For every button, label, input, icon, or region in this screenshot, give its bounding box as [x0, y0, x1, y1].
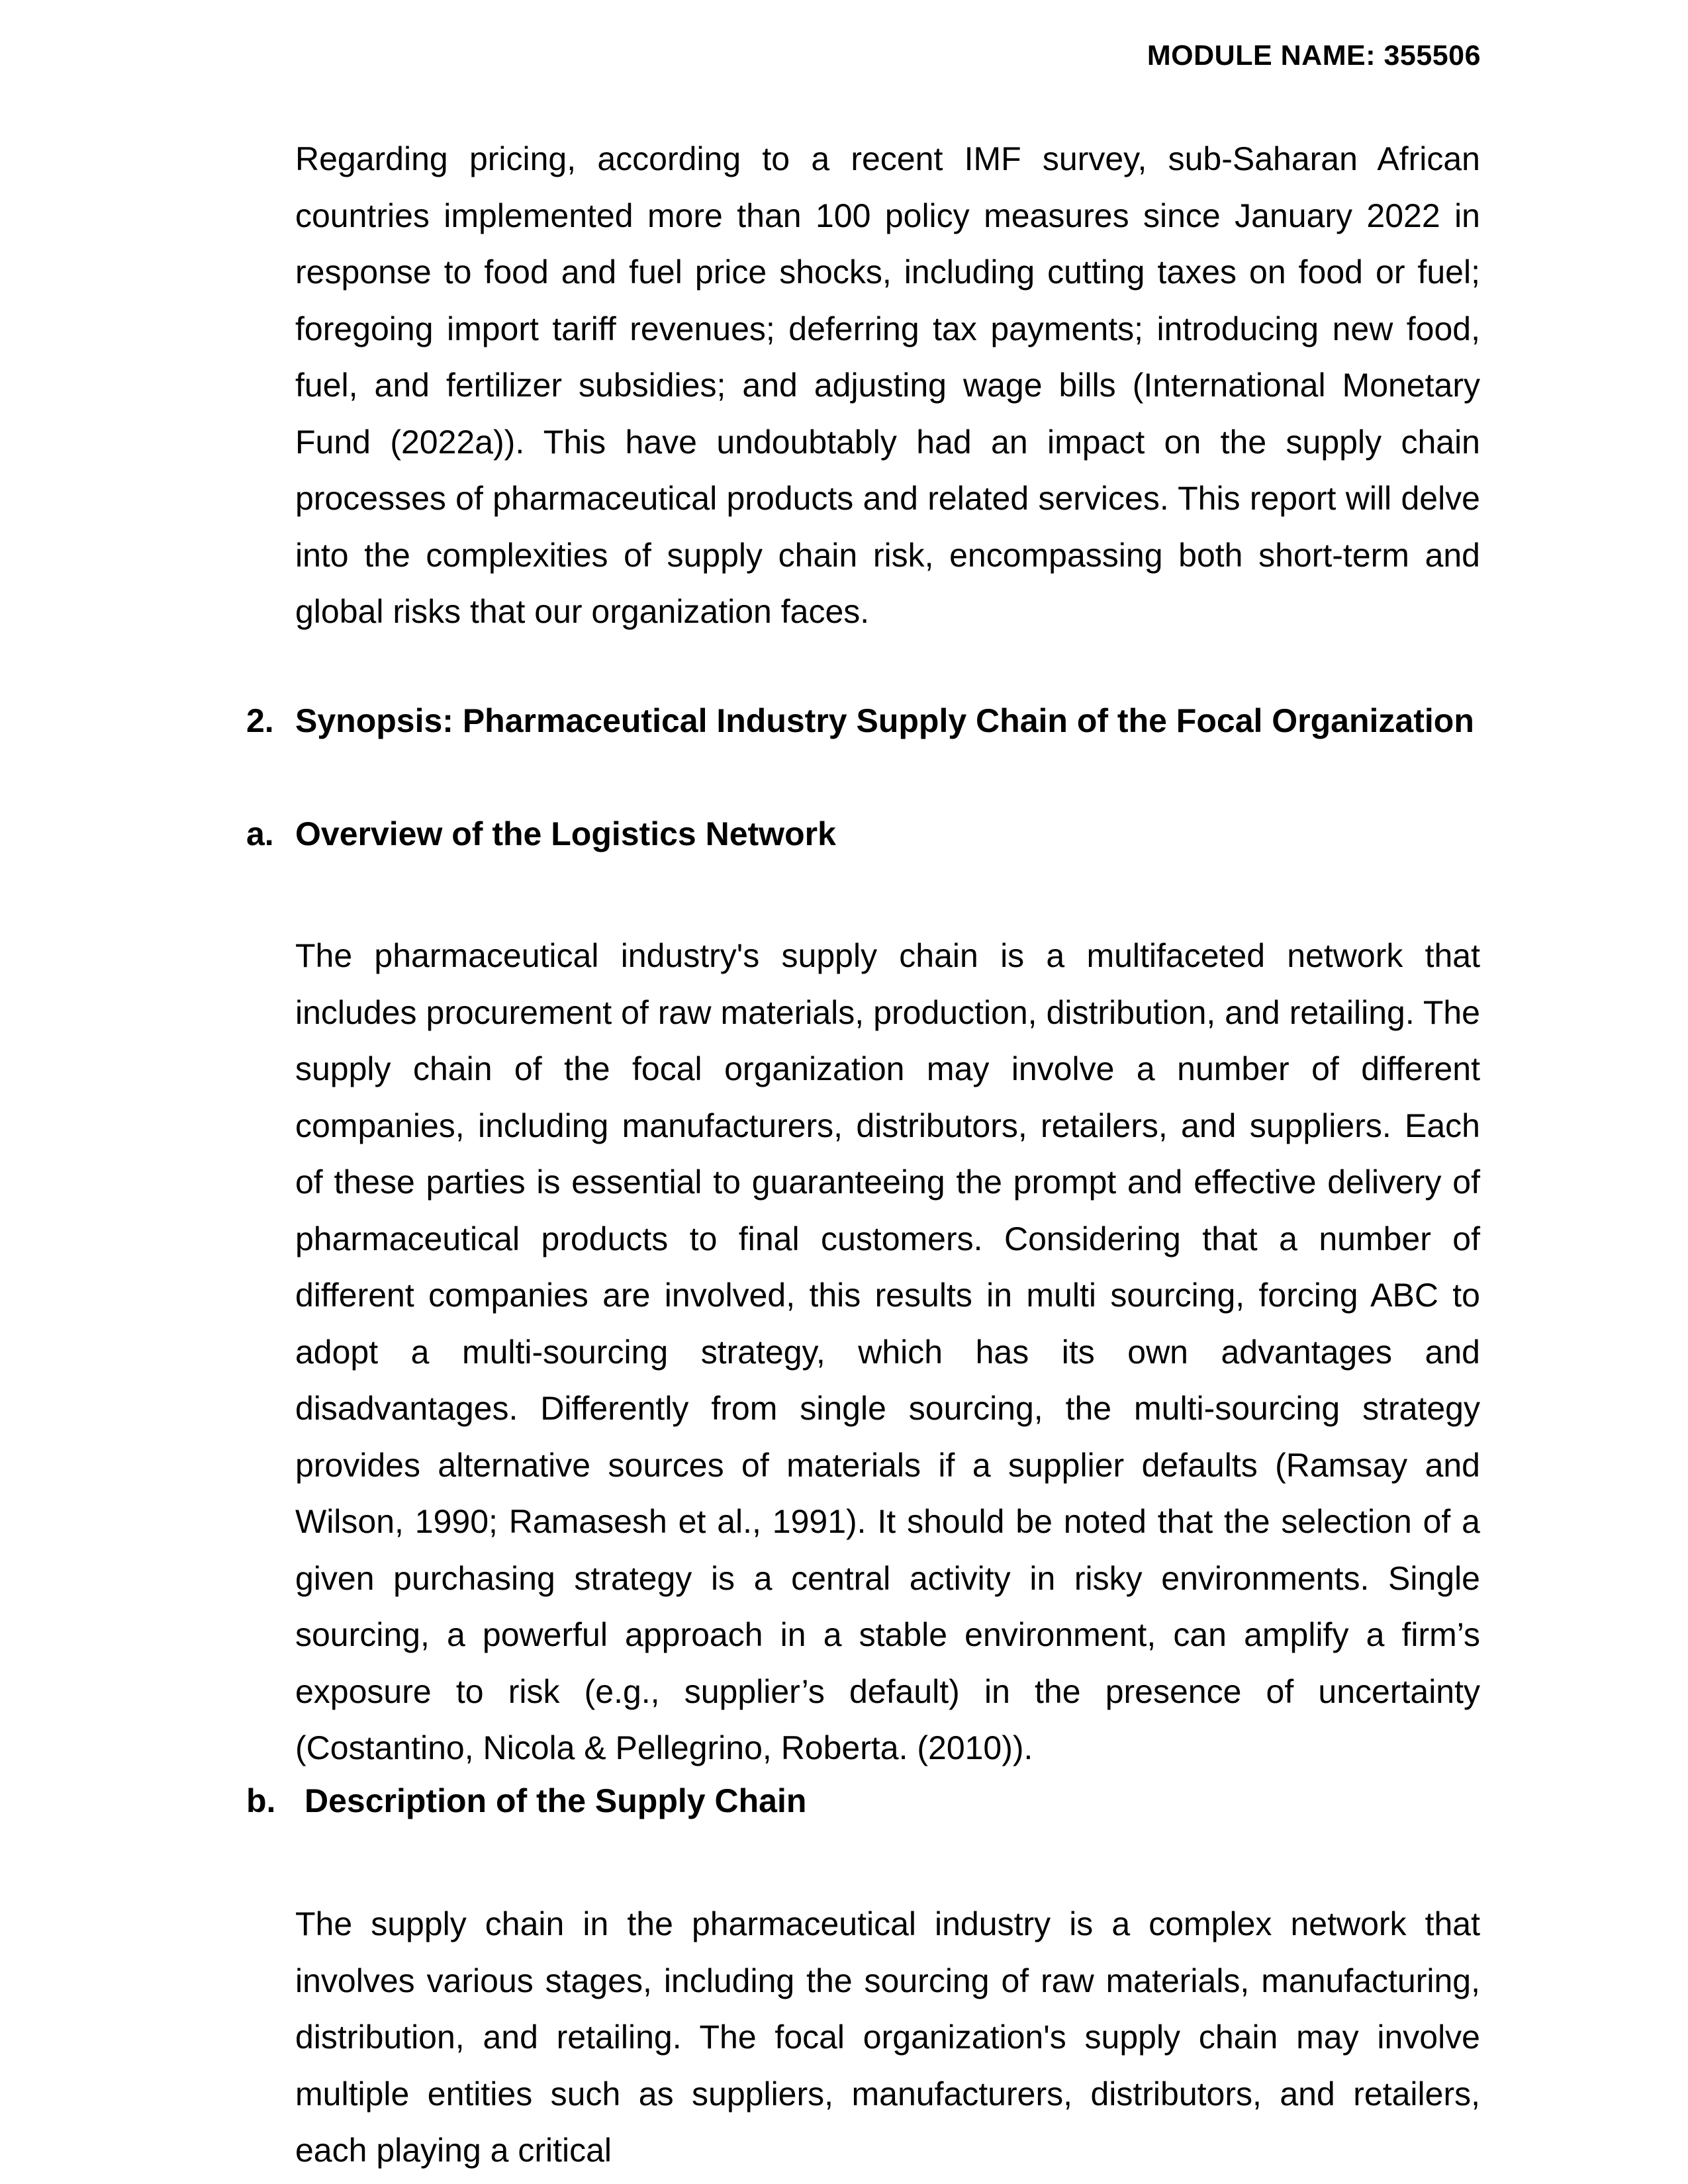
- section-b-paragraph: The supply chain in the pharmaceutical industry is a complex network that involves various stages, including the sourcing of raw materials, manufacturing, distribution, and retailing. The focal organization's supply chain may involve multiple entities such as suppliers, manufacturers, distributors, and retailers, each playing a critical: [295, 1905, 1480, 2169]
- section-b-title: Description of the Supply Chain: [305, 1782, 807, 1819]
- section-a-title: Overview of the Logistics Network: [295, 815, 836, 852]
- section-a-heading: [246, 815, 836, 853]
- section-b-number: b.: [246, 1782, 276, 1819]
- section-2-title: Synopsis: Pharmaceutical Industry Supply Chain of the Focal Organization: [295, 702, 1474, 739]
- section-2-number: 2.: [246, 702, 274, 739]
- section-2-heading: [246, 702, 1474, 740]
- section-a-paragraph: The pharmaceutical industry's supply chain is a multifaceted network that includes procurement of raw materials, production, distribution, and retailing. The supply chain of the focal organization may involve a number of different companies, including manufacturers, distributors, retailers, and suppliers. Each of these parties is essential to guaranteeing the prompt and effective delivery of pharmaceutical products to final customers. Considering that a number of different companies are involved, this results in multi sourcing, forcing ABC to adopt a multi-sourcing strategy, which has its own advantages and disadvantages. Differently from single sourcing, the multi-sourcing strategy provides alternative sources of materials if a supplier defaults (Ramsay and Wilson, 1990; Ramasesh et al., 1991). It should be noted that the selection of a given purchasing strategy is a central activity in risky environments. Single sourcing, a powerful approach in a stable environment, can amplify a firm’s exposure to risk (e.g., supplier’s default) in the presence of uncertainty (Costantino, Nicola & Pellegrino, Roberta. (2010)).: [295, 937, 1480, 1766]
- module-name-header: MODULE NAME: 355506: [1147, 40, 1481, 71]
- section-a-number: a.: [246, 815, 274, 852]
- intro-paragraph: Regarding pricing, according to a recent IMF survey, sub-Saharan African countries implemented more than 100 policy measures since January 2022 in response to food and fuel price shocks, including cutting taxes on food or fuel; foregoing import tariff revenues; deferring tax payments; introducing new food, fuel, and fertilizer subsidies; and adjusting wage bills (International Monetary Fund (2022a)). This have undoubtably had an impact on the supply chain processes of pharmaceutical products and related services. This report will delve into the complexities of supply chain risk, encompassing both short-term and global risks that our organization faces.: [295, 140, 1480, 630]
- section-b-heading: [246, 1782, 806, 1820]
